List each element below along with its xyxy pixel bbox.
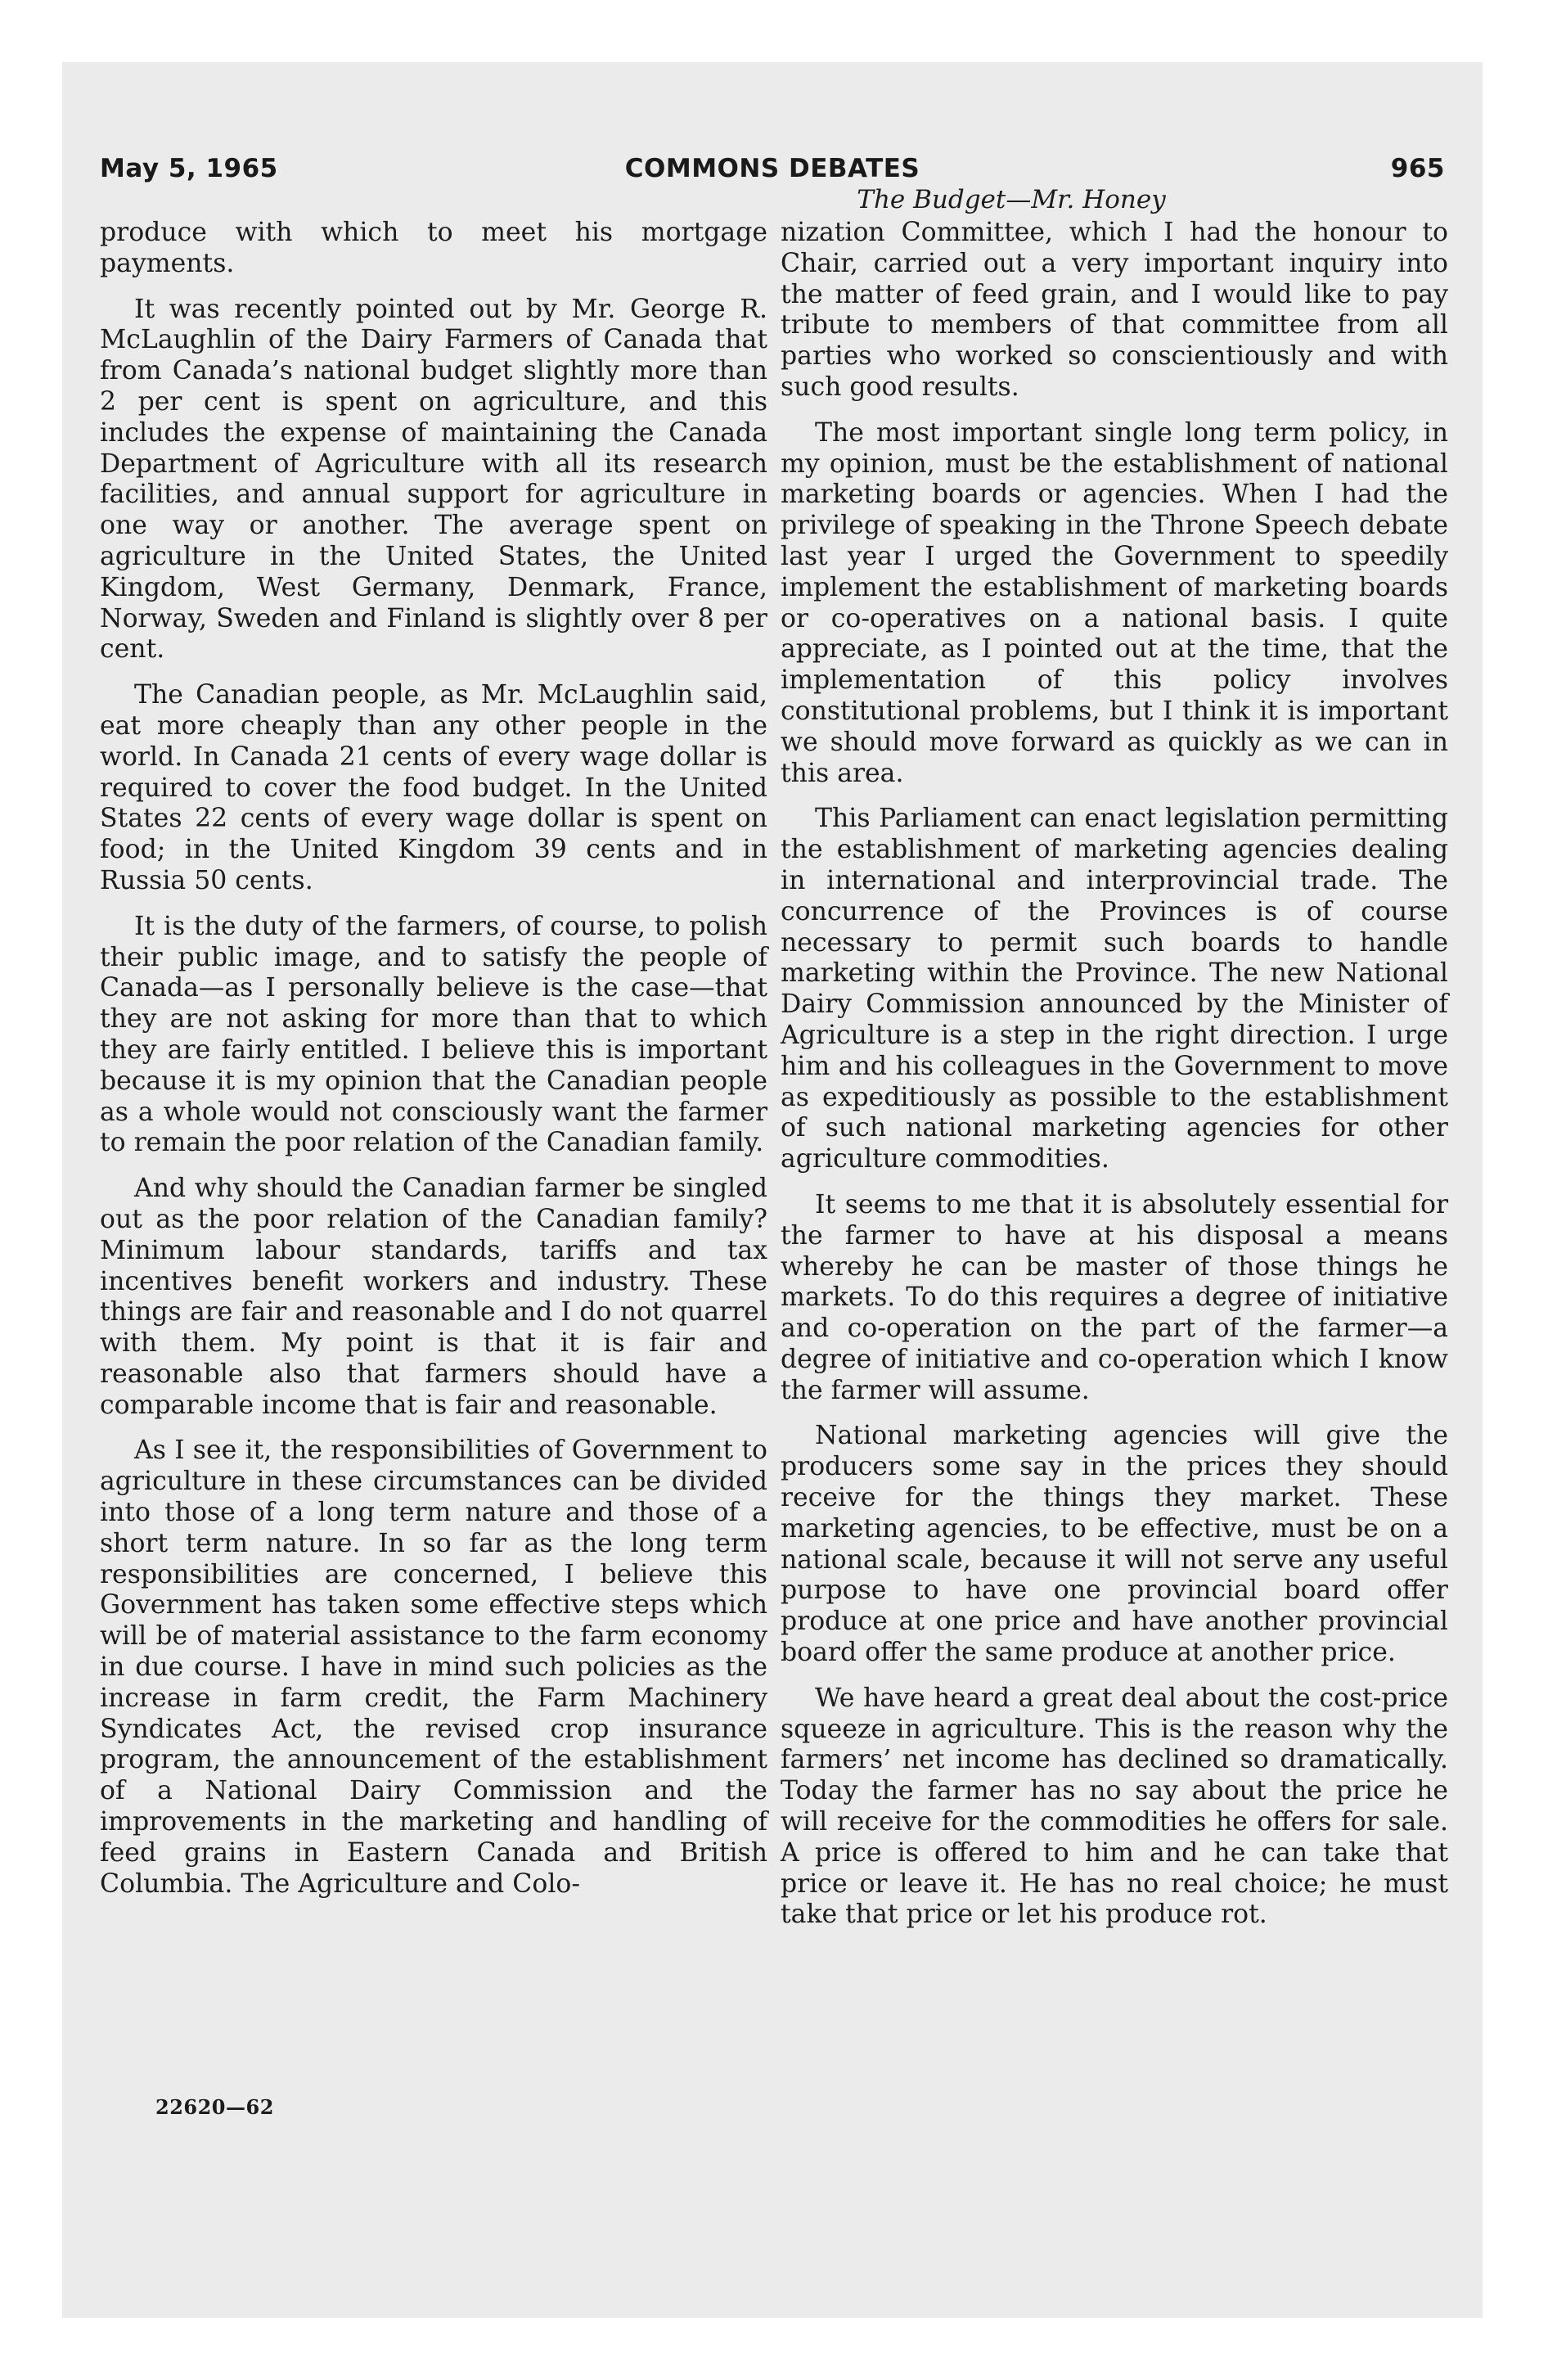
header-date: May 5, 1965 [100,154,278,183]
paragraph: This Parliament can enact legislation permitting the establishment of marketing agencies dealing in international and interprovincial trade. The concurrence of the Provinces is of course necessary to permit such boards to handle marketing within the Province. The new National Dairy Commission announced by the Minister of Agriculture is a step in the right direction. I urge him and his colleagues in the Government to move as expeditiously as possible to the establishment of such national marketing agencies for other agriculture commodities. [781,804,1448,1174]
left-column [100,218,767,1914]
paragraph: As I see it, the responsibilities of Government to agriculture in these circumstances can be divided into those of a long term nature and those of a short term nature. In so far as the long term responsibilities are concerned, I believe this Government has taken some effective steps which will be of material assistance to the farm economy in due course. I have in mind such policies as the increase in farm credit, the Farm Machinery Syndicates Act, the revised crop insurance program, the announcement of the establishment of a National Dairy Commission and the improvements in the marketing and handling of feed grains in Eastern Canada and British Columbia. The Agriculture and Colo- [100,1436,767,1899]
page-header [62,154,1483,195]
paragraph: The most important single long term policy, in my opinion, must be the establishment of national marketing boards or agencies. When I had the privilege of speaking in the Throne Speech debate last year I urged the Government to speedily implement the establishment of marketing boards or co-operatives on a national basis. I quite appreciate, as I pointed out at the time, that the implementation of this policy involves constitutional problems, but I think it is important we should move forward as quickly as we can in this area. [781,417,1448,788]
paragraph: nization Committee, which I had the honour to Chair, carried out a very important inquiry into the matter of feed grain, and I would like to pay tribute to members of that committee from all parties who worked so conscientiously and with such good results. [781,218,1448,402]
paragraph: It is the duty of the farmers, of course, to polish their public image, and to satisfy the people of Canada—as I personally believe is the case—that they are not asking for more than that to which they are fairly entitled. I believe this is important because it is my opinion that the Canadian people as a whole would not consciously want the farmer to remain the poor relation of the Canadian family. [100,911,767,1158]
header-title: COMMONS DEBATES [624,154,920,183]
paragraph: We have heard a great deal about the cost-price squeeze in agriculture. This is the reason why the farmers’ net income has declined so dramatically. Today the farmer has no say about the price he will receive for the commodities he offers for sale. A price is offered to him and he can take that price or leave it. He has no real choice; he must take that price or let his produce rot. [781,1683,1448,1930]
running-head: The Budget—Mr. Honey [857,185,1166,214]
paragraph: It was recently pointed out by Mr. George R. McLaughlin of the Dairy Farmers of Canada that from Canada’s national budget slightly more than 2 per cent is spent on agriculture, and this includes the expense of maintaining the Canada Department of Agriculture with all its research facilities, and annual support for agriculture in one way or another. The average spent on agriculture in the United States, the United Kingdom, West Germany, Denmark, France, Norway, Sweden and Finland is slightly over 8 per cent. [100,294,767,665]
paragraph: The Canadian people, as Mr. McLaughlin said, eat more cheaply than any other people in the world. In Canada 21 cents of every wage dollar is required to cover the food budget. In the United States 22 cents of every wage dollar is spent on food; in the United Kingdom 39 cents and in Russia 50 cents. [100,680,767,895]
paragraph: It seems to me that it is absolutely essential for the farmer to have at his disposal a means whereby he can be master of those things he markets. To do this requires a degree of initiative and co-operation on the part of the farmer—a degree of initiative and co-operation which I know the farmer will assume. [781,1189,1448,1405]
header-page-number: 965 [1390,154,1445,183]
right-column [781,218,1448,1945]
paragraph: And why should the Canadian farmer be singled out as the poor relation of the Canadian family? Minimum labour standards, tariffs and tax incentives benefit workers and industry. These things are fair and reasonable and I do not quarrel with them. My point is that it is fair and reasonable also that farmers should have a comparable income that is fair and reasonable. [100,1174,767,1420]
scanned-page [62,62,1483,2318]
paragraph: produce with which to meet his mortgage payments. [100,218,767,278]
paragraph: National marketing agencies will give the producers some say in the prices they should receive for the things they market. These marketing agencies, to be effective, must be on a national scale, because it will not serve any useful purpose to have one provincial board offer produce at one price and have another provincial board offer the same produce at another price. [781,1421,1448,1668]
printer-footnote: 22620—62 [155,2095,274,2119]
